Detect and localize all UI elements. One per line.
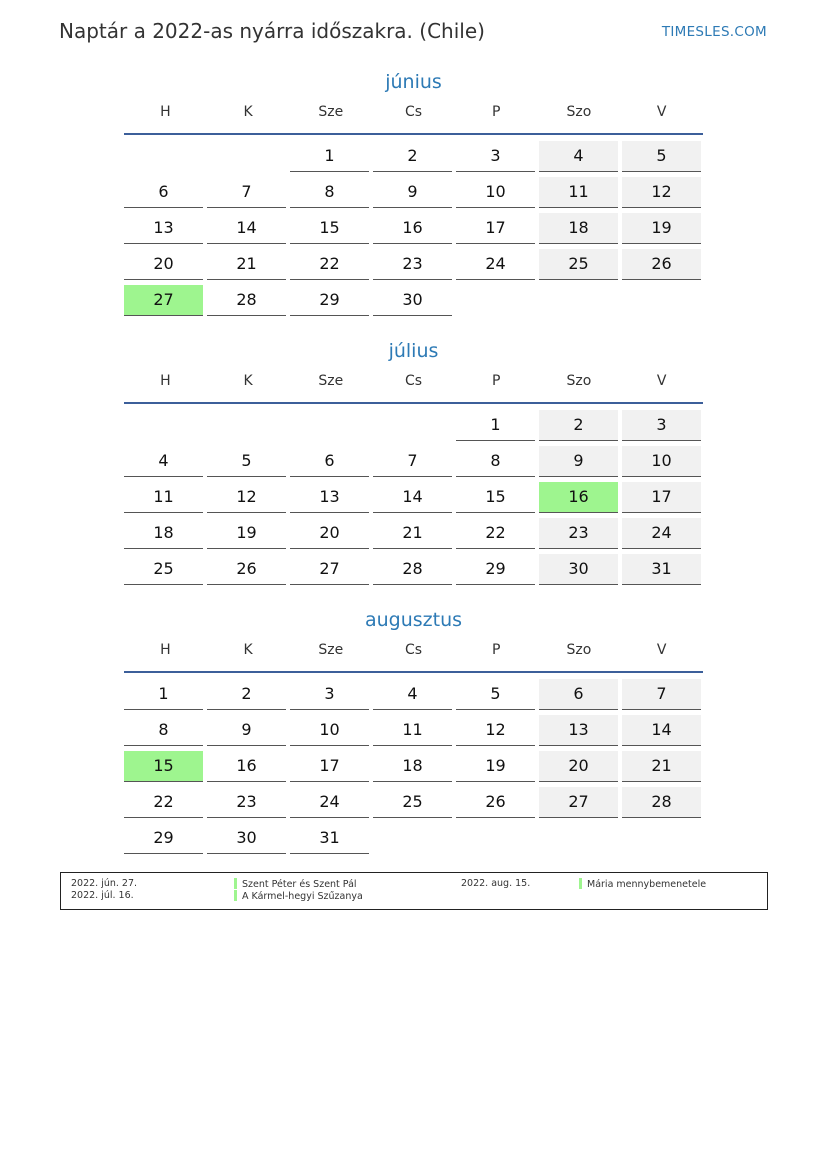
page-title: Naptár a 2022-as nyárra időszakra. (Chile): [59, 19, 485, 43]
weekday-header: [124, 369, 703, 404]
day-cell: 27: [539, 787, 618, 818]
holiday-day-cell: 15: [124, 751, 203, 782]
day-cell: 18: [124, 518, 203, 549]
empty-cell: [207, 410, 286, 440]
day-cell: 13: [124, 213, 203, 244]
week-row: [124, 444, 703, 480]
day-cell: 29: [290, 285, 369, 316]
week-row: [124, 175, 703, 211]
day-cell: 4: [373, 679, 452, 710]
day-cell: 19: [207, 518, 286, 549]
day-cell: 22: [124, 787, 203, 818]
week-row: [124, 480, 703, 516]
day-cell: 21: [622, 751, 701, 782]
day-cell: 22: [456, 518, 535, 549]
day-cell: 26: [456, 787, 535, 818]
day-cell: 9: [207, 715, 286, 746]
holiday-legend: [60, 872, 768, 910]
weekday-label: P: [492, 642, 501, 658]
day-cell: 13: [290, 482, 369, 513]
empty-cell: [124, 410, 203, 440]
legend-holiday-name: A Kármel-hegyi Szűzanya: [242, 891, 363, 902]
week-row: [124, 821, 703, 857]
day-cell: 6: [290, 446, 369, 477]
day-cell: 3: [290, 679, 369, 710]
day-cell: 19: [456, 751, 535, 782]
day-cell: 28: [622, 787, 701, 818]
day-cell: 18: [539, 213, 618, 244]
month-title: augusztus: [364, 609, 463, 631]
day-cell: 20: [290, 518, 369, 549]
day-cell: 11: [373, 715, 452, 746]
day-cell: 11: [539, 177, 618, 208]
day-cell: 5: [622, 141, 701, 172]
week-row: [124, 785, 703, 821]
legend-entry: [234, 890, 363, 903]
holiday-marker: [234, 878, 237, 889]
weekday-label: Szo: [566, 642, 592, 658]
day-cell: 7: [373, 446, 452, 477]
day-cell: 17: [622, 482, 701, 513]
week-row: [124, 713, 703, 749]
holiday-day-cell: 27: [124, 285, 203, 316]
day-cell: 10: [456, 177, 535, 208]
day-cell: 8: [124, 715, 203, 746]
week-row: [124, 247, 703, 283]
day-cell: 30: [539, 554, 618, 585]
empty-cell: [539, 285, 618, 315]
day-cell: 17: [290, 751, 369, 782]
day-cell: 3: [622, 410, 701, 441]
day-cell: 16: [207, 751, 286, 782]
weekday-label: V: [656, 373, 667, 389]
week-row: [124, 677, 703, 713]
holiday-marker: [234, 890, 237, 901]
day-cell: 3: [456, 141, 535, 172]
day-cell: 26: [207, 554, 286, 585]
empty-cell: [290, 410, 369, 440]
month-june: [124, 67, 703, 319]
week-row: [124, 139, 703, 175]
day-cell: 14: [373, 482, 452, 513]
weekday-label: K: [243, 104, 253, 120]
weekday-label: Sze: [318, 373, 344, 389]
day-cell: 29: [124, 823, 203, 854]
month-july: [124, 336, 703, 588]
weekday-label: K: [243, 373, 253, 389]
day-cell: 15: [290, 213, 369, 244]
day-cell: 1: [290, 141, 369, 172]
month-title: július: [388, 340, 439, 362]
day-cell: 12: [207, 482, 286, 513]
day-cell: 28: [373, 554, 452, 585]
month-title: június: [385, 71, 442, 93]
day-cell: 1: [124, 679, 203, 710]
holiday-marker: [579, 878, 582, 889]
week-row: [124, 408, 703, 444]
day-cell: 25: [373, 787, 452, 818]
empty-cell: [622, 285, 701, 315]
week-row: [124, 552, 703, 588]
day-cell: 12: [456, 715, 535, 746]
legend-date: 2022. júl. 16.: [71, 890, 134, 901]
legend-entry: [579, 878, 706, 891]
day-cell: 23: [207, 787, 286, 818]
day-cell: 8: [290, 177, 369, 208]
day-cell: 10: [290, 715, 369, 746]
week-row: [124, 283, 703, 319]
weekday-label: Cs: [404, 104, 423, 120]
day-cell: 14: [622, 715, 701, 746]
day-cell: 2: [373, 141, 452, 172]
weekday-label: P: [492, 373, 501, 389]
day-cell: 11: [124, 482, 203, 513]
week-row: [124, 749, 703, 785]
week-row: [124, 516, 703, 552]
day-cell: 6: [539, 679, 618, 710]
weekday-label: Sze: [318, 642, 344, 658]
day-cell: 16: [373, 213, 452, 244]
day-cell: 5: [456, 679, 535, 710]
day-cell: 13: [539, 715, 618, 746]
day-cell: 20: [124, 249, 203, 280]
day-cell: 2: [539, 410, 618, 441]
day-cell: 1: [456, 410, 535, 441]
legend-date: 2022. aug. 15.: [461, 878, 531, 889]
day-cell: 8: [456, 446, 535, 477]
weekday-label: V: [656, 104, 667, 120]
day-cell: 6: [124, 177, 203, 208]
day-cell: 24: [290, 787, 369, 818]
day-cell: 7: [207, 177, 286, 208]
weekday-label: V: [656, 642, 667, 658]
site-link[interactable]: TIMESLES.COM: [661, 24, 767, 40]
day-cell: 30: [373, 285, 452, 316]
day-cell: 28: [207, 285, 286, 316]
day-cell: 24: [456, 249, 535, 280]
day-cell: 4: [539, 141, 618, 172]
weekday-header: [124, 638, 703, 673]
day-cell: 23: [373, 249, 452, 280]
holiday-day-cell: 16: [539, 482, 618, 513]
day-cell: 26: [622, 249, 701, 280]
day-cell: 9: [539, 446, 618, 477]
empty-cell: [456, 285, 535, 315]
day-cell: 17: [456, 213, 535, 244]
day-cell: 14: [207, 213, 286, 244]
day-cell: 21: [373, 518, 452, 549]
day-cell: 31: [622, 554, 701, 585]
day-cell: 27: [290, 554, 369, 585]
day-cell: 5: [207, 446, 286, 477]
day-cell: 29: [456, 554, 535, 585]
day-cell: 23: [539, 518, 618, 549]
legend-date: 2022. jún. 27.: [71, 878, 138, 889]
weekday-label: H: [160, 104, 171, 120]
weekday-label: Sze: [318, 104, 344, 120]
day-cell: 22: [290, 249, 369, 280]
day-cell: 2: [207, 679, 286, 710]
day-cell: 9: [373, 177, 452, 208]
weekday-label: Szo: [566, 104, 592, 120]
day-cell: 4: [124, 446, 203, 477]
day-cell: 7: [622, 679, 701, 710]
weekday-header: [124, 100, 703, 135]
legend-holiday-name: Mária mennybemenetele: [587, 879, 707, 890]
week-row: [124, 211, 703, 247]
weekday-label: Szo: [566, 373, 592, 389]
month-august: [124, 605, 703, 857]
day-cell: 18: [373, 751, 452, 782]
weekday-label: H: [160, 373, 171, 389]
weekday-label: Cs: [404, 373, 423, 389]
day-cell: 21: [207, 249, 286, 280]
empty-cell: [456, 823, 535, 853]
day-cell: 30: [207, 823, 286, 854]
day-cell: 31: [290, 823, 369, 854]
day-cell: 15: [456, 482, 535, 513]
legend-holiday-name: Szent Péter és Szent Pál: [242, 879, 357, 890]
empty-cell: [622, 823, 701, 853]
day-cell: 10: [622, 446, 701, 477]
day-cell: 20: [539, 751, 618, 782]
weekday-label: H: [160, 642, 171, 658]
day-cell: 19: [622, 213, 701, 244]
weekday-label: K: [243, 642, 253, 658]
empty-cell: [373, 410, 452, 440]
day-cell: 12: [622, 177, 701, 208]
day-cell: 24: [622, 518, 701, 549]
empty-cell: [207, 141, 286, 171]
day-cell: 25: [124, 554, 203, 585]
empty-cell: [373, 823, 452, 853]
day-cell: 25: [539, 249, 618, 280]
weekday-label: P: [492, 104, 501, 120]
empty-cell: [539, 823, 618, 853]
weekday-label: Cs: [404, 642, 423, 658]
empty-cell: [124, 141, 203, 171]
